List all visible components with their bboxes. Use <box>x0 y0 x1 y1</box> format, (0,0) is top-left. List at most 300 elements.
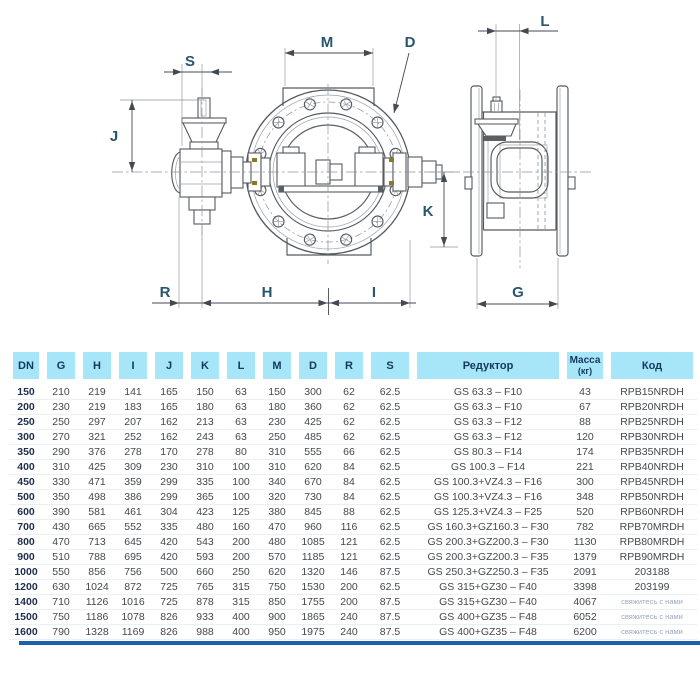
cell-mass: 1379 <box>563 550 607 565</box>
cell-i: 1078 <box>115 610 151 625</box>
cell-r: 62 <box>331 400 367 415</box>
table-bottom-rule <box>19 641 700 645</box>
cell-l: 125 <box>223 505 259 520</box>
cell-reducer: GS 160.3+GZ160.3 – F30 <box>413 520 563 535</box>
header-m: M <box>259 352 295 379</box>
cell-i: 552 <box>115 520 151 535</box>
dim-label-m: M <box>320 34 334 51</box>
cell-code: RPB40NRDH <box>607 460 697 475</box>
cell-l: 400 <box>223 610 259 625</box>
cell-s: 62.5 <box>367 535 413 550</box>
cell-reducer: GS 315+GZ30 – F40 <box>413 595 563 610</box>
cell-code: RPB20NRDH <box>607 400 697 415</box>
cell-g: 210 <box>43 385 79 400</box>
cell-g: 290 <box>43 445 79 460</box>
cell-i: 1169 <box>115 625 151 640</box>
cell-m: 150 <box>259 385 295 400</box>
cell-m: 570 <box>259 550 295 565</box>
cell-g: 470 <box>43 535 79 550</box>
cell-code: RPB60NRDH <box>607 505 697 520</box>
cell-d: 1530 <box>295 580 331 595</box>
cell-mass: 174 <box>563 445 607 460</box>
cell-dn: 900 <box>9 550 43 565</box>
cell-s: 87.5 <box>367 595 413 610</box>
cell-g: 710 <box>43 595 79 610</box>
cell-r: 62 <box>331 415 367 430</box>
cell-code: RPB70MRDH <box>607 520 697 535</box>
cell-m: 900 <box>259 610 295 625</box>
cell-g: 330 <box>43 475 79 490</box>
dim-label-i: I <box>371 284 377 301</box>
cell-d: 1085 <box>295 535 331 550</box>
cell-reducer: GS 63.3 – F10 <box>413 385 563 400</box>
cell-r: 200 <box>331 580 367 595</box>
cell-m: 310 <box>259 460 295 475</box>
cell-k: 310 <box>187 460 223 475</box>
disc-shaft-internals <box>248 147 442 192</box>
spec-table-header <box>9 352 697 379</box>
cell-reducer: GS 315+GZ30 – F40 <box>413 580 563 595</box>
cell-k: 988 <box>187 625 223 640</box>
cell-h: 376 <box>79 445 115 460</box>
cell-k: 180 <box>187 400 223 415</box>
cell-i: 645 <box>115 535 151 550</box>
cell-g: 510 <box>43 550 79 565</box>
cell-s: 62.5 <box>367 520 413 535</box>
cell-k: 593 <box>187 550 223 565</box>
cell-r: 62 <box>331 430 367 445</box>
cell-mass: 348 <box>563 490 607 505</box>
header-code: Код <box>607 352 697 379</box>
cell-h: 1126 <box>79 595 115 610</box>
cell-r: 84 <box>331 490 367 505</box>
cell-mass: 6200 <box>563 625 607 640</box>
cell-h: 219 <box>79 385 115 400</box>
cell-dn: 1400 <box>9 595 43 610</box>
flange-lug <box>465 177 472 189</box>
cell-reducer: GS 100.3+VZ4.3 – F16 <box>413 490 563 505</box>
cell-i: 695 <box>115 550 151 565</box>
cell-dn: 450 <box>9 475 43 490</box>
cell-k: 365 <box>187 490 223 505</box>
cell-r: 146 <box>331 565 367 580</box>
cell-code: RPB15NRDH <box>607 385 697 400</box>
cell-l: 100 <box>223 490 259 505</box>
header-d: D <box>295 352 331 379</box>
cell-mass: 67 <box>563 400 607 415</box>
cell-code: 203199 <box>607 580 697 595</box>
table-row <box>9 595 697 610</box>
cell-reducer: GS 125.3+VZ4.3 – F25 <box>413 505 563 520</box>
cell-r: 240 <box>331 625 367 640</box>
cell-r: 121 <box>331 550 367 565</box>
cell-d: 1865 <box>295 610 331 625</box>
cell-r: 116 <box>331 520 367 535</box>
cell-s: 62.5 <box>367 385 413 400</box>
cell-r: 62 <box>331 385 367 400</box>
dim-label-g: G <box>512 284 524 301</box>
cell-i: 252 <box>115 430 151 445</box>
cell-d: 1320 <box>295 565 331 580</box>
cell-k: 543 <box>187 535 223 550</box>
cell-r: 84 <box>331 475 367 490</box>
cell-h: 1328 <box>79 625 115 640</box>
cell-m: 750 <box>259 580 295 595</box>
cell-m: 340 <box>259 475 295 490</box>
cell-r: 240 <box>331 610 367 625</box>
cell-dn: 500 <box>9 490 43 505</box>
cell-mass: 2091 <box>563 565 607 580</box>
cell-k: 480 <box>187 520 223 535</box>
cell-h: 713 <box>79 535 115 550</box>
cell-s: 87.5 <box>367 565 413 580</box>
cell-s: 62.5 <box>367 430 413 445</box>
cell-d: 360 <box>295 400 331 415</box>
drawing-area <box>0 0 700 348</box>
cell-j: 335 <box>151 520 187 535</box>
cell-dn: 200 <box>9 400 43 415</box>
cell-code: RPB45NRDH <box>607 475 697 490</box>
side-left-flange <box>471 86 482 256</box>
flange-lug <box>568 177 575 189</box>
cell-h: 856 <box>79 565 115 580</box>
cell-m: 250 <box>259 430 295 445</box>
dim-label-k: K <box>422 203 434 220</box>
cell-g: 270 <box>43 430 79 445</box>
cell-k: 933 <box>187 610 223 625</box>
cell-r: 66 <box>331 445 367 460</box>
cell-code: RPB30NRDH <box>607 430 697 445</box>
cell-code: 203188 <box>607 565 697 580</box>
cell-h: 788 <box>79 550 115 565</box>
cell-d: 620 <box>295 460 331 475</box>
gearbox-block <box>180 149 222 197</box>
cell-i: 207 <box>115 415 151 430</box>
cell-h: 425 <box>79 460 115 475</box>
cell-k: 213 <box>187 415 223 430</box>
cell-g: 310 <box>43 460 79 475</box>
side-right-flange <box>557 86 568 256</box>
cell-i: 309 <box>115 460 151 475</box>
cell-mass: 520 <box>563 505 607 520</box>
table-row <box>9 565 697 580</box>
cell-j: 299 <box>151 475 187 490</box>
cell-j: 165 <box>151 385 187 400</box>
cell-d: 425 <box>295 415 331 430</box>
cell-mass: 43 <box>563 385 607 400</box>
cell-dn: 1000 <box>9 565 43 580</box>
table-row <box>9 385 697 400</box>
cell-reducer: GS 63.3 – F12 <box>413 430 563 445</box>
cell-l: 315 <box>223 595 259 610</box>
cell-h: 471 <box>79 475 115 490</box>
cell-i: 1016 <box>115 595 151 610</box>
cell-k: 278 <box>187 445 223 460</box>
dim-label-j: J <box>109 128 119 145</box>
cell-reducer: GS 100.3+VZ4.3 – F16 <box>413 475 563 490</box>
cell-code: свяжитесь с нами <box>607 625 697 640</box>
cell-code: RPB25NRDH <box>607 415 697 430</box>
handwheel-cone <box>183 123 225 142</box>
cell-l: 250 <box>223 565 259 580</box>
cell-d: 730 <box>295 490 331 505</box>
cell-dn: 350 <box>9 445 43 460</box>
spec-table <box>9 352 697 640</box>
cell-g: 790 <box>43 625 79 640</box>
header-r: R <box>331 352 367 379</box>
cell-dn: 150 <box>9 385 43 400</box>
cell-d: 1185 <box>295 550 331 565</box>
cell-j: 725 <box>151 580 187 595</box>
cell-s: 87.5 <box>367 610 413 625</box>
cell-dn: 1600 <box>9 625 43 640</box>
cell-mass: 3398 <box>563 580 607 595</box>
cell-j: 420 <box>151 550 187 565</box>
cell-dn: 700 <box>9 520 43 535</box>
cell-g: 550 <box>43 565 79 580</box>
cell-dn: 250 <box>9 415 43 430</box>
cell-i: 359 <box>115 475 151 490</box>
spec-table-body <box>9 379 697 640</box>
cell-l: 400 <box>223 625 259 640</box>
cell-h: 498 <box>79 490 115 505</box>
cell-s: 62.5 <box>367 475 413 490</box>
cell-m: 180 <box>259 400 295 415</box>
cell-s: 62.5 <box>367 580 413 595</box>
cell-mass: 221 <box>563 460 607 475</box>
stem-nut <box>491 101 502 112</box>
cell-j: 170 <box>151 445 187 460</box>
cell-d: 845 <box>295 505 331 520</box>
cell-dn: 1500 <box>9 610 43 625</box>
cell-reducer: GS 200.3+GZ200.3 – F35 <box>413 550 563 565</box>
dim-label-r: R <box>159 284 171 301</box>
cell-j: 826 <box>151 610 187 625</box>
header-j: J <box>151 352 187 379</box>
cell-j: 500 <box>151 565 187 580</box>
cell-k: 878 <box>187 595 223 610</box>
cell-mass: 4067 <box>563 595 607 610</box>
cell-s: 62.5 <box>367 415 413 430</box>
cell-g: 630 <box>43 580 79 595</box>
cell-reducer: GS 80.3 – F14 <box>413 445 563 460</box>
cell-k: 150 <box>187 385 223 400</box>
table-row <box>9 520 697 535</box>
cell-m: 230 <box>259 415 295 430</box>
cell-code: RPB50NRDH <box>607 490 697 505</box>
cell-j: 826 <box>151 625 187 640</box>
table-row <box>9 430 697 445</box>
bore-outline <box>491 142 548 198</box>
cell-code: RPB35NRDH <box>607 445 697 460</box>
header-reducer: Редуктор <box>413 352 563 379</box>
header-mass <box>563 352 607 379</box>
cell-mass: 300 <box>563 475 607 490</box>
cell-s: 62.5 <box>367 550 413 565</box>
cell-m: 480 <box>259 535 295 550</box>
cell-d: 1755 <box>295 595 331 610</box>
cell-i: 872 <box>115 580 151 595</box>
cell-mass: 120 <box>563 430 607 445</box>
cell-i: 386 <box>115 490 151 505</box>
cell-d: 1975 <box>295 625 331 640</box>
header-mass-unit: (кг) <box>577 366 593 376</box>
cell-m: 320 <box>259 490 295 505</box>
valve-technical-drawing <box>0 0 700 348</box>
cell-l: 160 <box>223 520 259 535</box>
cell-j: 304 <box>151 505 187 520</box>
cell-l: 63 <box>223 430 259 445</box>
cell-dn: 600 <box>9 505 43 520</box>
cell-i: 756 <box>115 565 151 580</box>
cell-k: 423 <box>187 505 223 520</box>
header-i: I <box>115 352 151 379</box>
cell-code: свяжитесь с нами <box>607 610 697 625</box>
cell-s: 62.5 <box>367 460 413 475</box>
cell-g: 250 <box>43 415 79 430</box>
cell-dn: 800 <box>9 535 43 550</box>
cell-i: 183 <box>115 400 151 415</box>
cell-g: 350 <box>43 490 79 505</box>
cell-l: 80 <box>223 445 259 460</box>
cell-code: RPB80MRDH <box>607 535 697 550</box>
cell-h: 1186 <box>79 610 115 625</box>
table-row <box>9 445 697 460</box>
table-row <box>9 580 697 595</box>
header-l: L <box>223 352 259 379</box>
cell-reducer: GS 63.3 – F12 <box>413 415 563 430</box>
cell-s: 62.5 <box>367 505 413 520</box>
header-s: S <box>367 352 413 379</box>
dim-label-d: D <box>404 34 416 51</box>
cell-k: 660 <box>187 565 223 580</box>
cell-mass: 88 <box>563 415 607 430</box>
cell-l: 100 <box>223 475 259 490</box>
cell-m: 620 <box>259 565 295 580</box>
table-row <box>9 610 697 625</box>
header-k: K <box>187 352 223 379</box>
cell-reducer: GS 200.3+GZ200.3 – F30 <box>413 535 563 550</box>
cell-reducer: GS 63.3 – F10 <box>413 400 563 415</box>
cell-s: 62.5 <box>367 400 413 415</box>
cell-r: 88 <box>331 505 367 520</box>
cell-d: 670 <box>295 475 331 490</box>
table-row <box>9 400 697 415</box>
cell-code: RPB90MRDH <box>607 550 697 565</box>
cell-reducer: GS 250.3+GZ250.3 – F35 <box>413 565 563 580</box>
cell-i: 278 <box>115 445 151 460</box>
cell-l: 200 <box>223 550 259 565</box>
cell-reducer: GS 400+GZ35 – F48 <box>413 610 563 625</box>
cell-h: 1024 <box>79 580 115 595</box>
cell-d: 300 <box>295 385 331 400</box>
cell-reducer: GS 400+GZ35 – F48 <box>413 625 563 640</box>
cell-g: 230 <box>43 400 79 415</box>
cell-r: 121 <box>331 535 367 550</box>
cell-l: 200 <box>223 535 259 550</box>
table-row <box>9 490 697 505</box>
cell-d: 555 <box>295 445 331 460</box>
cell-m: 310 <box>259 445 295 460</box>
cell-s: 87.5 <box>367 625 413 640</box>
table-row <box>9 415 697 430</box>
cell-h: 581 <box>79 505 115 520</box>
cell-code: свяжитесь с нами <box>607 595 697 610</box>
cell-d: 960 <box>295 520 331 535</box>
cell-l: 315 <box>223 580 259 595</box>
cell-l: 63 <box>223 385 259 400</box>
header-g: G <box>43 352 79 379</box>
cell-mass: 1130 <box>563 535 607 550</box>
cell-l: 63 <box>223 415 259 430</box>
table-row <box>9 460 697 475</box>
cell-g: 750 <box>43 610 79 625</box>
dim-label-h: H <box>261 284 273 301</box>
table-row <box>9 625 697 640</box>
cell-g: 390 <box>43 505 79 520</box>
header-dn: DN <box>9 352 43 379</box>
cell-d: 485 <box>295 430 331 445</box>
header-h: H <box>79 352 115 379</box>
cell-j: 165 <box>151 400 187 415</box>
cell-j: 299 <box>151 490 187 505</box>
cell-s: 62.5 <box>367 445 413 460</box>
cell-l: 100 <box>223 460 259 475</box>
cell-reducer: GS 100.3 – F14 <box>413 460 563 475</box>
gearbox-assembly <box>172 98 251 224</box>
cell-m: 470 <box>259 520 295 535</box>
cell-h: 219 <box>79 400 115 415</box>
cell-m: 380 <box>259 505 295 520</box>
cell-m: 850 <box>259 595 295 610</box>
cell-h: 665 <box>79 520 115 535</box>
table-row <box>9 475 697 490</box>
header-mass-line1: Масса <box>569 355 601 366</box>
cell-mass: 782 <box>563 520 607 535</box>
bottom-pad <box>287 238 371 255</box>
cell-r: 200 <box>331 595 367 610</box>
cell-s: 62.5 <box>367 490 413 505</box>
cell-j: 230 <box>151 460 187 475</box>
cell-j: 420 <box>151 535 187 550</box>
cell-dn: 300 <box>9 430 43 445</box>
cell-k: 335 <box>187 475 223 490</box>
cell-m: 950 <box>259 625 295 640</box>
dim-label-s: S <box>184 53 196 70</box>
cell-r: 84 <box>331 460 367 475</box>
cell-j: 162 <box>151 415 187 430</box>
handwheel-stem <box>198 98 210 118</box>
spec-table-area <box>0 348 700 645</box>
cell-h: 297 <box>79 415 115 430</box>
cell-mass: 6052 <box>563 610 607 625</box>
dim-label-l: L <box>540 13 550 30</box>
table-row <box>9 550 697 565</box>
cell-l: 63 <box>223 400 259 415</box>
cell-i: 461 <box>115 505 151 520</box>
cell-dn: 1200 <box>9 580 43 595</box>
cell-k: 765 <box>187 580 223 595</box>
table-row <box>9 505 697 520</box>
cell-dn: 400 <box>9 460 43 475</box>
cell-j: 162 <box>151 430 187 445</box>
cell-g: 430 <box>43 520 79 535</box>
cell-j: 725 <box>151 595 187 610</box>
cell-k: 243 <box>187 430 223 445</box>
cell-i: 141 <box>115 385 151 400</box>
cell-h: 321 <box>79 430 115 445</box>
table-row <box>9 535 697 550</box>
